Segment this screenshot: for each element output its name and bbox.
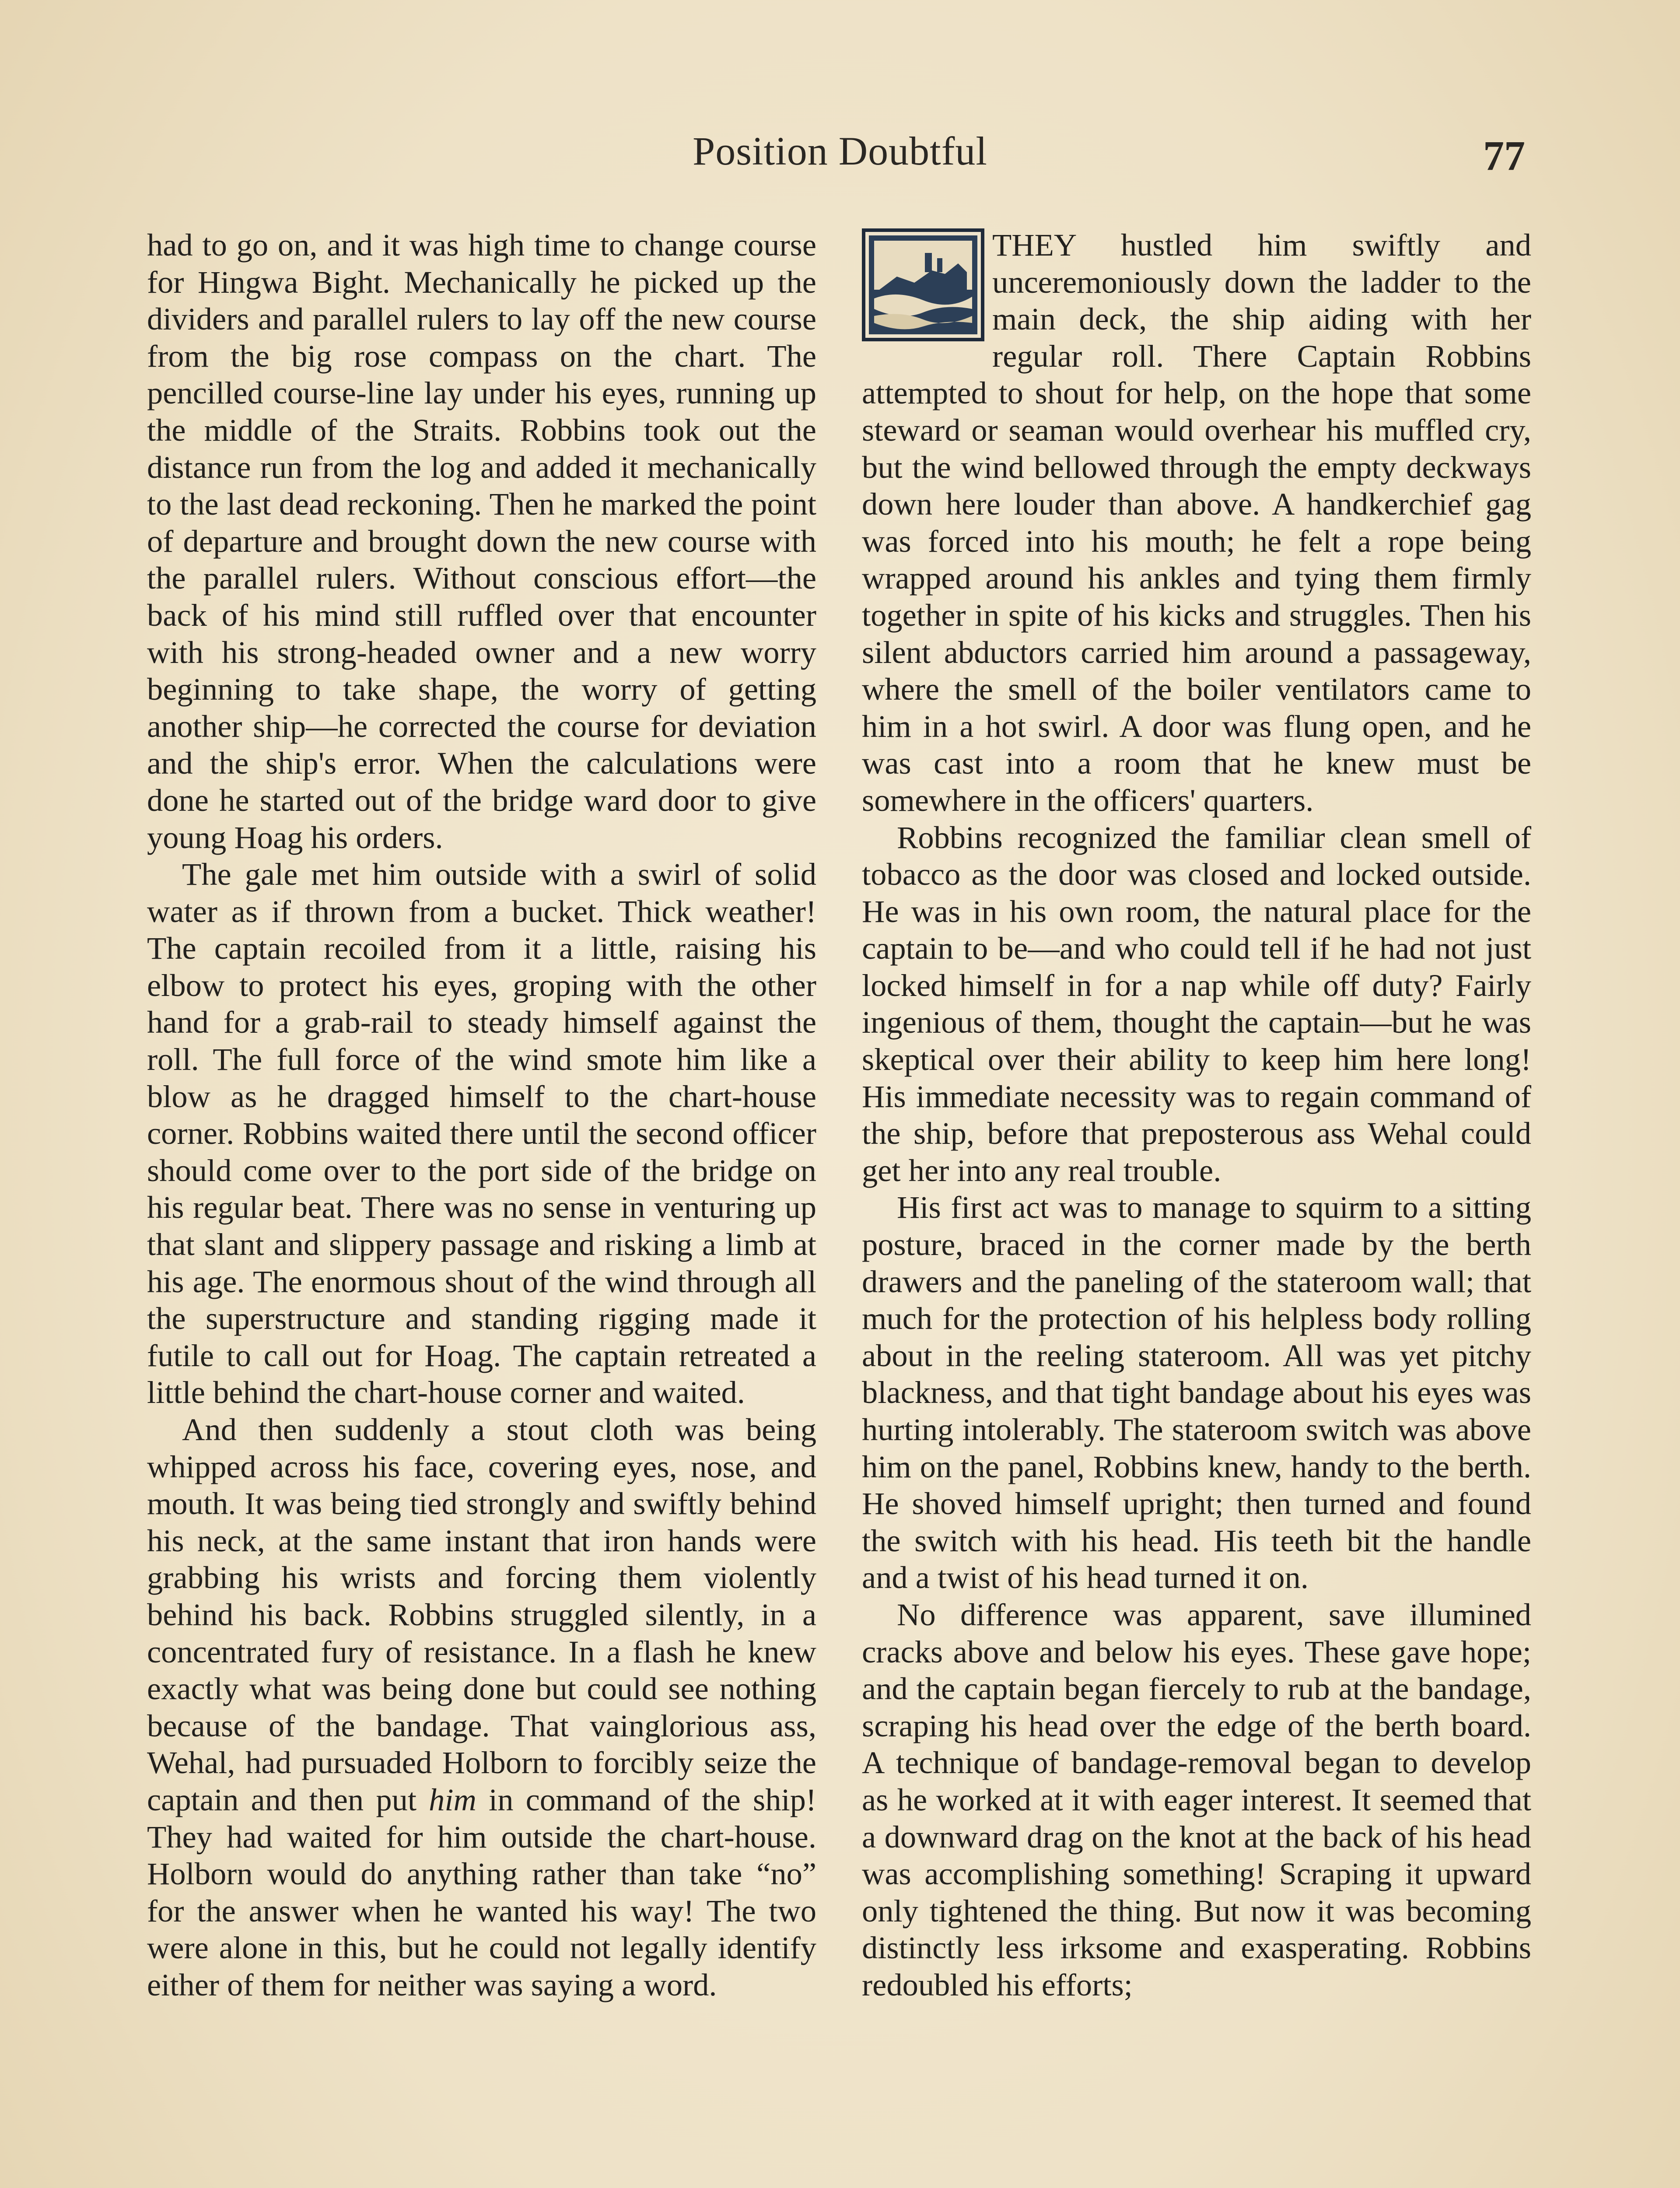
ship-at-sea-icon (862, 228, 984, 341)
left-column (147, 227, 816, 2004)
paragraph-left-3 (147, 1411, 816, 2004)
paragraph-right-1: THEY hustled him swiftly and unceremoniously down the ladder to the main deck, the ship aiding with her regular roll. There Captain Robbins attempted to shout for help, on the hope that some steward or seaman would overhear his muffled cry, but the wind bellowed through the empty deckways down here louder than above. A handkerchief gag was forced into his mouth; he felt a rope being wrapped around his ankles and tying them firmly together in spite of his kicks and struggles. Then his silent abductors carried him around a passageway, where the smell of the boiler ventilators came to him in a hot swirl. A door was flung open, and he was cast into a room that he knew must be somewhere in the officers' quarters. (862, 227, 1531, 818)
paragraph-left-3-part-b: in command of the ship! They had waited for him outside the chart-house. Holborn would do anything rather than take “no” for the answer when he wanted his way! The two were alone in this, but he could not legally identify either of them for neither was saying a word. (147, 1781, 816, 2002)
section-illustration (862, 228, 984, 341)
running-header-title: Position Doubtful (693, 129, 987, 173)
paragraph-right-4: No difference was apparent, save illumined cracks above and below his eyes. These gave hope; and the captain began fiercely to rub at the bandage, scraping his head over the edge of the berth board. A technique of bandage-removal began to develop as he worked at it with eager interest. It seemed that a downward drag on the knot at the back of his head was accomplishing something! Scraping it upward only tightened the thing. But now it was becoming distinctly less irksome and exasperating. Robbins redoubled his efforts; (862, 1596, 1531, 2002)
paragraph-right-3: His first act was to manage to squirm to a sitting posture, braced in the corner made by the berth drawers and the paneling of the stateroom wall; that much for the protection of his helpless body rolling about in the reeling stateroom. All was yet pitchy blackness, and that tight bandage about his eyes was hurting intolerably. The stateroom switch was above him on the panel, Robbins knew, handy to the berth. He shoved himself upright; then turned and found the switch with his head. His teeth bit the handle and a twist of his head turned it on. (862, 1189, 1531, 1595)
paragraph-right-2: Robbins recognized the familiar clean smell of tobacco as the door was closed and locked outside. He was in his own room, the natural place for the captain to be—and who could tell if he had not just locked himself in for a nap while off duty? Fairly ingenious of them, thought the captain—but he was skeptical over their ability to keep him here long! His immediate necessity was to regain command of the ship, before that preposterous ass Wehal could get her into any real trouble. (862, 819, 1531, 1188)
emphasis-him: him (429, 1781, 476, 1817)
right-column (862, 227, 1531, 2004)
paragraph-left-1: had to go on, and it was high time to change course for Hingwa Bight. Mechanically he picked up the dividers and parallel rulers to lay off the new course from the big rose compass on the chart. The pencilled course-line lay under his eyes, running up the middle of the Straits. Robbins took out the distance run from the log and added it mechanically to the last dead reckoning. Then he marked the point of departure and brought down the new course with the parallel rulers. Without conscious effort—the back of his mind still ruffled over that encounter with his strong-headed owner and a new worry beginning to take shape, the worry of getting another ship—he corrected the course for deviation and the ship's error. When the calculations were done he started out of the bridge ward door to give young Hoag his orders. (147, 227, 816, 855)
paragraph-left-3-part-a: And then suddenly a stout cloth was being whipped across his face, covering eyes, nose, and mouth. It was being tied strongly and swiftly behind his neck, at the same instant that iron hands were grabbing his wrists and forcing them violently behind his back. Robbins struggled silently, in a concentrated fury of resistance. In a flash he knew exactly what was being done but could see nothing because of the bandage. That vainglorious ass, Wehal, had pursuaded Holborn to forcibly seize the captain and then put (147, 1412, 816, 1817)
page-number: 77 (1483, 132, 1525, 179)
paragraph-left-2: The gale met him outside with a swirl of solid water as if thrown from a bucket. Thick weather! The captain recoiled from it a little, raising his elbow to protect his eyes, groping with the other hand for a grab-rail to steady himself against the roll. The full force of the wind smote him like a blow as he dragged himself to the chart-house corner. Robbins waited there until the second officer should come over to the port side of the bridge on his regular beat. There was no sense in venturing up that slant and slippery passage and risking a limb at his age. The enormous shout of the wind through all the superstructure and standing rigging made it futile to call out for Hoag. The captain retreated a little behind the chart-house corner and waited. (147, 856, 816, 1410)
